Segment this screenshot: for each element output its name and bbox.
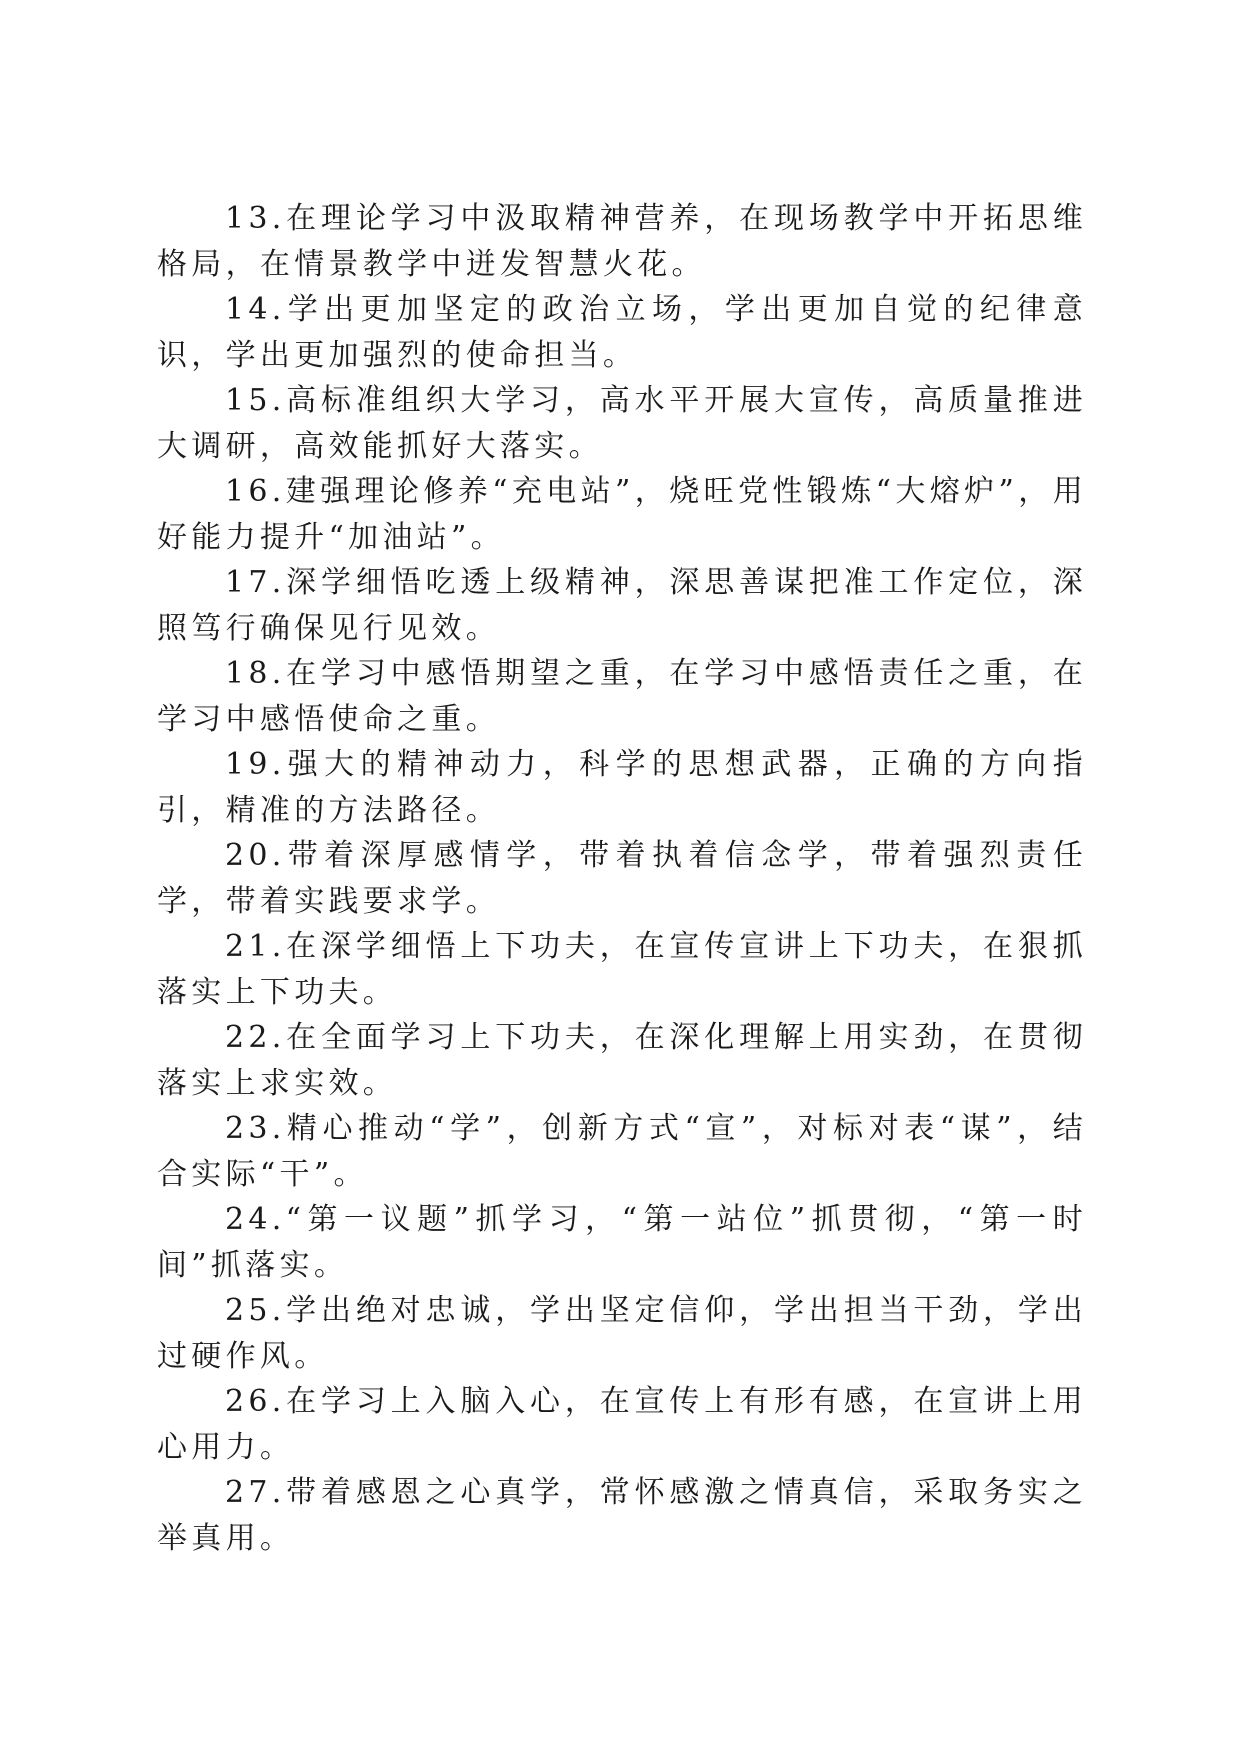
document-body <box>157 196 1087 1561</box>
paragraph-16: 16.建强理论修养“充电站”，烧旺党性锻炼“大熔炉”，用好能力提升“加油站”。 <box>157 474 1087 555</box>
paragraph-14: 14.学出更加坚定的政治立场，学出更加自觉的纪律意识，学出更加强烈的使命担当。 <box>157 292 1087 373</box>
paragraph-25: 25.学出绝对忠诚，学出坚定信仰，学出担当干劲，学出过硬作风。 <box>157 1293 1087 1374</box>
paragraph-17: 17.深学细悟吃透上级精神，深思善谋把准工作定位，深照笃行确保见行见效。 <box>157 565 1087 646</box>
paragraph-20: 20.带着深厚感情学，带着执着信念学，带着强烈责任学，带着实践要求学。 <box>157 838 1087 919</box>
paragraph-23: 23.精心推动“学”，创新方式“宣”，对标对表“谋”，结合实际“干”。 <box>157 1111 1087 1192</box>
paragraph-26: 26.在学习上入脑入心，在宣传上有形有感，在宣讲上用心用力。 <box>157 1384 1087 1465</box>
paragraph-21: 21.在深学细悟上下功夫，在宣传宣讲上下功夫，在狠抓落实上下功夫。 <box>157 929 1087 1010</box>
paragraph-15: 15.高标准组织大学习，高水平开展大宣传，高质量推进大调研，高效能抓好大落实。 <box>157 383 1087 464</box>
paragraph-13: 13.在理论学习中汲取精神营养，在现场教学中开拓思维格局，在情景教学中迸发智慧火花。 <box>157 201 1087 282</box>
paragraph-27: 27.带着感恩之心真学，常怀感激之情真信，采取务实之举真用。 <box>157 1475 1087 1556</box>
paragraph-22: 22.在全面学习上下功夫，在深化理解上用实劲，在贯彻落实上求实效。 <box>157 1020 1087 1101</box>
paragraph-19: 19.强大的精神动力，科学的思想武器，正确的方向指引，精准的方法路径。 <box>157 747 1087 828</box>
paragraph-24: 24.“第一议题”抓学习，“第一站位”抓贯彻，“第一时间”抓落实。 <box>157 1202 1087 1283</box>
paragraph-18: 18.在学习中感悟期望之重，在学习中感悟责任之重，在学习中感悟使命之重。 <box>157 656 1087 737</box>
